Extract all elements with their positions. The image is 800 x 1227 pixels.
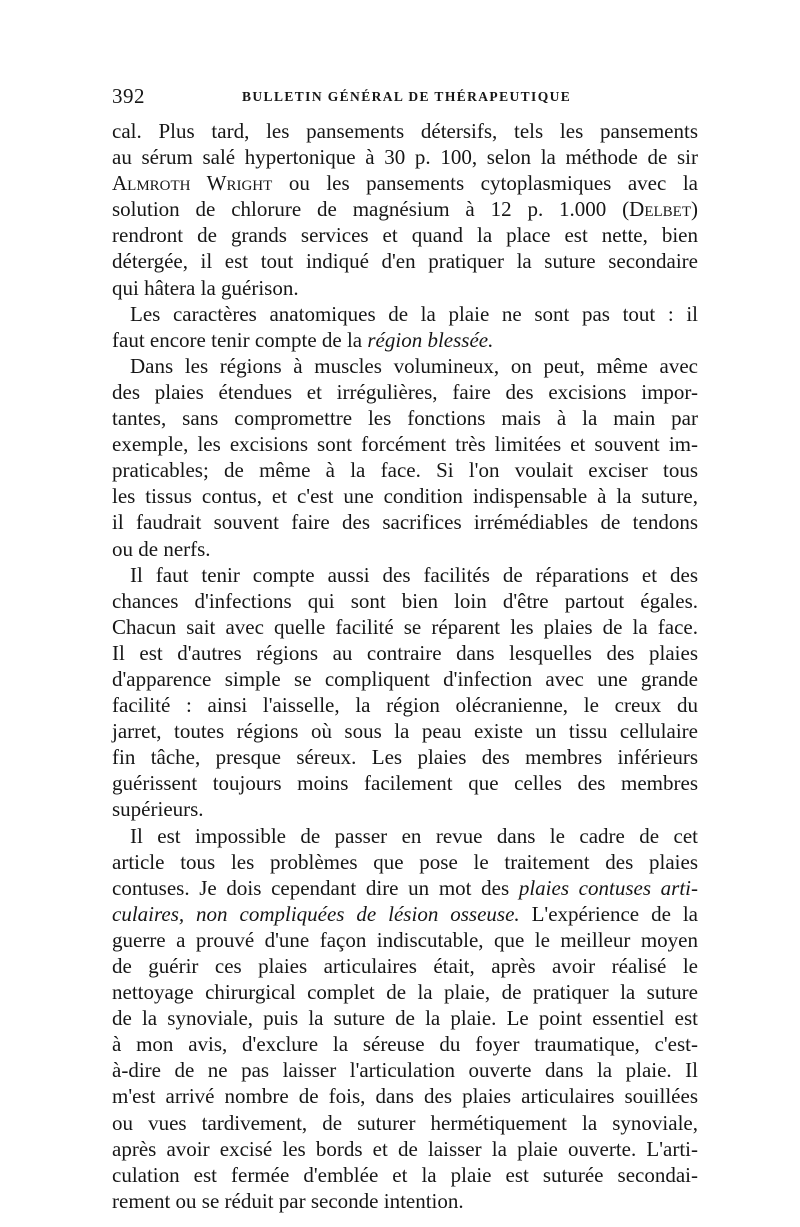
emphasis: plaies contuses arti- <box>518 875 698 900</box>
text-line: culation est fermée d'emblée et la plaie est suturée secondai- <box>112 1162 698 1187</box>
text-line: de guérir ces plaies articulaires était, après avoir réalisé le <box>112 954 698 978</box>
emphasis: culaires, non compliquées de lésion osseuse. <box>112 901 520 926</box>
text-line: après avoir excisé les bords et de laisser la plaie ouverte. L'arti- <box>112 1136 698 1161</box>
text-line: Chacun sait avec quelle facilité se réparent les plaies de la face. <box>112 614 698 639</box>
text-line: au sérum salé hypertonique à 30 p. 100, selon la méthode de sir <box>112 145 698 170</box>
text-line <box>112 327 698 353</box>
text-line <box>112 196 698 222</box>
text-line: guérissent toujours moins facilement que celles des membres <box>112 771 698 796</box>
text-line: à mon avis, d'exclure la séreuse du foyer traumatique, c'est- <box>112 1032 698 1057</box>
text-line: supérieurs. <box>112 797 204 822</box>
page-number: 392 <box>112 84 145 108</box>
text-line: fin tâche, presque séreux. Les plaies des membres inférieurs <box>112 745 698 770</box>
text-line: guerre a prouvé d'une façon indiscutable, que le meilleur moyen <box>112 927 698 952</box>
text-line <box>112 875 698 901</box>
text-line: les tissus contus, et c'est une condition indispensable à la suture, <box>112 484 698 509</box>
text-line: qui hâtera la guérison. <box>112 275 299 300</box>
text-run: L'expérience de la <box>519 901 698 926</box>
text-line: nettoyage chirurgical complet de la plaie, de pratiquer la suture <box>112 980 698 1005</box>
text-line <box>112 170 698 196</box>
text-line: article tous les problèmes que pose le traitement des plaies <box>112 849 698 874</box>
text-line: Il faut tenir compte aussi des facilités de réparations et des <box>130 562 698 587</box>
text-line: il faudrait souvent faire des sacrifices irrémédiables de tendons <box>112 510 698 535</box>
text-run: ou les pansements cytoplasmiques avec la <box>272 171 698 196</box>
running-title: BULLETIN GÉNÉRAL DE THÉRAPEUTIQUE <box>242 89 572 104</box>
text-line: des plaies étendues et irrégulières, faire des excisions impor- <box>112 379 698 404</box>
page-header <box>112 84 698 114</box>
text-line: Dans les régions à muscles volumineux, on peut, même avec <box>130 353 698 378</box>
paragraph-1 <box>112 118 698 301</box>
paragraph-4 <box>112 562 698 823</box>
paragraph-5 <box>112 823 698 1214</box>
author-name: Delbet <box>629 197 691 222</box>
body-text <box>112 118 698 1214</box>
paragraph-3 <box>112 353 698 562</box>
text-line: m'est arrivé nombre de fois, dans des plaies articulaires souillées <box>112 1084 698 1109</box>
text-run: contuses. Je dois cependant dire un mot des <box>112 875 519 900</box>
text-line: rendront de grands services et quand la place est nette, bien <box>112 223 698 248</box>
text-line: de la synoviale, puis la suture de la plaie. Le point essentiel est <box>112 1006 698 1031</box>
emphasis: région blessée. <box>367 327 494 352</box>
text-line: cal. Plus tard, les pansements détersifs, tels les pansements <box>112 119 698 143</box>
text-line: facilité : ainsi l'aisselle, la région olécranienne, le creux du <box>112 693 698 718</box>
text-line: ou de nerfs. <box>112 536 211 561</box>
text-line: Les caractères anatomiques de la plaie ne sont pas tout : il <box>130 301 698 326</box>
text-line: exemple, les excisions sont forcément très limitées et souvent im- <box>112 432 698 457</box>
text-line: Il est impossible de passer en revue dans le cadre de cet <box>130 823 698 848</box>
text-line: praticables; de même à la face. Si l'on voulait exciser tous <box>112 458 698 483</box>
text-run: solution de chlorure de magnésium à 12 p. 1.000 ( <box>112 197 630 222</box>
text-line: à-dire de ne pas laisser l'articulation ouverte dans la plaie. Il <box>112 1058 698 1083</box>
text-line: Il est d'autres régions au contraire dans lesquelles des plaies <box>112 640 698 665</box>
author-name: Almroth Wright <box>112 171 273 196</box>
text-run: ) <box>691 197 698 222</box>
text-line: jarret, toutes régions où sous la peau existe un tissu cellulaire <box>112 719 698 744</box>
text-line <box>112 901 698 927</box>
text-run: faut encore tenir compte de la <box>112 327 368 352</box>
text-line: détergée, il est tout indiqué d'en pratiquer la suture secondaire <box>112 249 698 274</box>
text-line: tantes, sans compromettre les fonctions mais à la main par <box>112 406 698 431</box>
text-line: chances d'infections qui sont bien loin d'être partout égales. <box>112 588 698 613</box>
text-line: d'apparence simple se compliquent d'infection avec une grande <box>112 666 698 691</box>
text-line: rement ou se réduit par seconde intention. <box>112 1188 464 1213</box>
paragraph-2 <box>112 301 698 353</box>
text-line: ou vues tardivement, de suturer hermétiquement la synoviale, <box>112 1110 698 1135</box>
